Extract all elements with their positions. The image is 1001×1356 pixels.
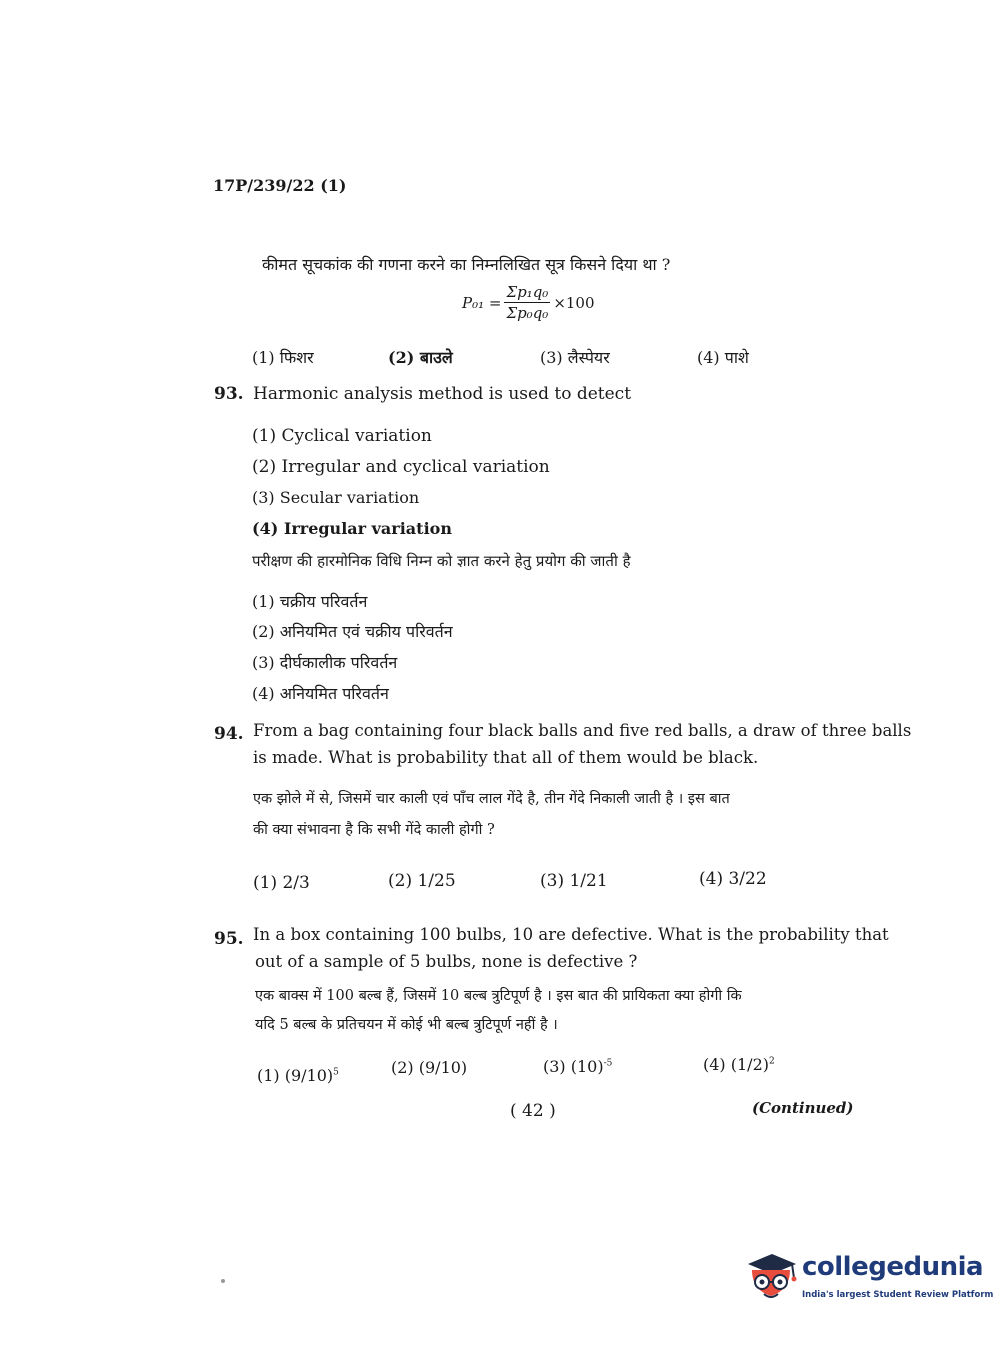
formula-rhs: ×100: [553, 293, 595, 312]
q95-question-hindi-line1: एक बाक्स में 100 बल्ब हैं, जिसमें 10 बल्ब त्रुटिपूर्ण है । इस बात की प्रायिकता क्या होगी कि: [255, 988, 742, 1004]
q95-question-hindi-line2: यदि 5 बल्ब के प्रतिचयन में कोई भी बल्ब त्रुटिपूर्ण नहीं है ।: [255, 1017, 558, 1033]
q95-option-1: [257, 1066, 339, 1085]
q92-question-hindi: कीमत सूचकांक की गणना करने का निम्नलिखित सूत्र किसने दिया था ?: [262, 255, 671, 274]
q95-option-4-exponent: 2: [768, 1056, 775, 1067]
page-number: ( 42 ): [510, 1101, 556, 1121]
q94-number: 94.: [214, 724, 244, 744]
q93-question-english: Harmonic analysis method is used to detect: [253, 384, 632, 404]
q94-question-hindi-line1: एक झोले में से, जिसमें चार काली एवं पाँच लाल गेंदे है, तीन गेंदे निकाली जाती है । इस बात: [253, 791, 730, 807]
q95-question-english-line2: out of a sample of 5 bulbs, none is defective ?: [255, 952, 638, 971]
q95-option-2: [391, 1058, 467, 1077]
q95-option-1-base: (1) (9/10): [257, 1066, 334, 1085]
q95-option-3: [543, 1057, 612, 1076]
q93-option-hi-3: (3) दीर्घकालीक परिवर्तन: [252, 653, 398, 672]
q93-option-hi-4: (4) अनियमित परिवर्तन: [252, 684, 389, 703]
q93-option-en-2: (2) Irregular and cyclical variation: [252, 457, 550, 477]
q94-option-1: (1) 2/3: [253, 873, 310, 893]
q93-question-hindi: परीक्षण की हारमोनिक विधि निम्न को ज्ञात करने हेतु प्रयोग की जाती है: [252, 552, 631, 570]
q95-question-english-line1: In a box containing 100 bulbs, 10 are defective. What is the probability that: [253, 925, 889, 944]
q92-option-2: (2) बाउले: [388, 348, 453, 367]
q92-option-1: (1) फिशर: [252, 348, 314, 367]
q92-option-3: (3) लैस्पेयर: [540, 348, 610, 367]
price-index-formula: [462, 283, 595, 322]
formula-fraction: [504, 283, 550, 322]
q95-option-3-exponent: -5: [603, 1058, 613, 1069]
q95-option-1-exponent: 5: [333, 1067, 339, 1078]
q94-option-2: (2) 1/25: [388, 871, 456, 891]
q93-number: 93.: [214, 384, 244, 404]
q94-question-english-line1: From a bag containing four black balls and five red balls, a draw of three balls: [253, 721, 912, 740]
formula-denominator: Σp₀q₀: [506, 304, 549, 322]
q93-option-hi-1: (1) चक्रीय परिवर्तन: [252, 592, 368, 611]
q95-option-2-base: (2) (9/10): [391, 1058, 468, 1077]
q94-question-hindi-line2: की क्या संभावना है कि सभी गेंदे काली होगी ?: [253, 822, 495, 838]
continued-label: (Continued): [752, 1099, 854, 1117]
q95-number: 95.: [214, 929, 244, 949]
formula-numerator: Σp₁q₀: [506, 283, 549, 301]
formula-lhs: P₀₁ =: [462, 293, 502, 312]
q95-option-4: [703, 1055, 775, 1074]
mascot-icon: [742, 1250, 800, 1310]
scan-speck: [221, 1279, 225, 1283]
q93-option-en-4: (4) Irregular variation: [252, 519, 452, 538]
collegedunia-logo[interactable]: [742, 1250, 994, 1310]
q94-option-4: (4) 3/22: [699, 869, 767, 889]
logo-tagline: India's largest Student Review Platform: [802, 1290, 994, 1300]
q93-option-en-1: (1) Cyclical variation: [252, 426, 432, 446]
paper-code: 17P/239/22 (1): [213, 176, 347, 195]
q93-option-hi-2: (2) अनियमित एवं चक्रीय परिवर्तन: [252, 622, 453, 641]
logo-wordmark: collegedunia: [802, 1252, 984, 1282]
q95-option-4-base: (4) (1/2): [703, 1055, 769, 1074]
q95-option-3-base: (3) (10): [543, 1057, 604, 1076]
q92-option-4: (4) पाशे: [697, 348, 749, 367]
q93-option-en-3: (3) Secular variation: [252, 488, 420, 507]
q94-option-3: (3) 1/21: [540, 871, 608, 891]
q94-question-english-line2: is made. What is probability that all of them would be black.: [253, 748, 759, 767]
